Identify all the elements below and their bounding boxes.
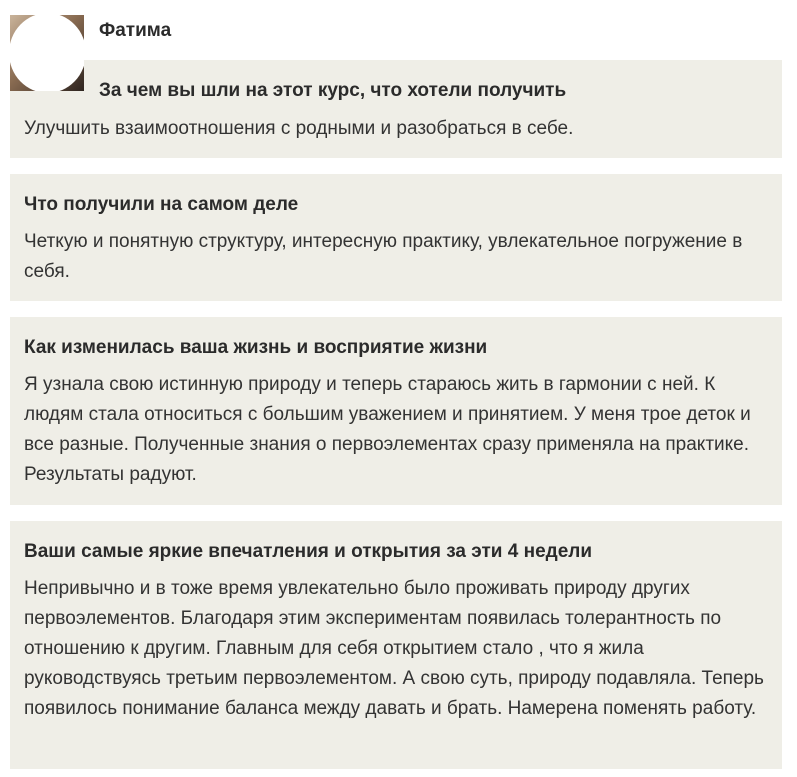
review-card-impressions (10, 521, 782, 769)
answer-goal: Улучшить взаимоотношения с родными и разобраться в себе. (24, 118, 574, 139)
review-card-life-change (10, 317, 782, 505)
avatar (10, 15, 84, 91)
answer-result: Четкую и понятную структуру, интересную практику, увлекательное погружение в себя. (24, 231, 743, 282)
question-result: Что получили на самом деле (24, 194, 299, 215)
review-card-goal (10, 60, 782, 158)
answer-impressions: Непривычно и в тоже время увлекательно было проживать природу других первоэлементов. Благодаря этим экспериментам появилась толерантность по отношению к другим. Главным для себя открытием стало , что я жила руководствуясь третьим первоэлементом. А свою суть, природу подавляла. Теперь появилось понимание баланса между давать и брать. Намерена поменять работу. (24, 578, 764, 719)
answer-life-change: Я узнала свою истинную природу и теперь стараюсь жить в гармонии с ней. К людям стала относиться с большим уважением и принятием. У меня трое деток и все разные. Полученные знания о первоэлементах сразу применяла на практике. Результаты радуют. (24, 374, 751, 485)
question-impressions: Ваши самые яркие впечатления и открытия за эти 4 недели (24, 541, 593, 562)
question-goal: За чем вы шли на этот курс, что хотели получить (99, 80, 567, 101)
question-life-change: Как изменилась ваша жизнь и восприятие жизни (24, 337, 488, 358)
review-card-result (10, 174, 782, 301)
user-name: Фатима (99, 20, 172, 41)
avatar-mask (10, 15, 84, 91)
